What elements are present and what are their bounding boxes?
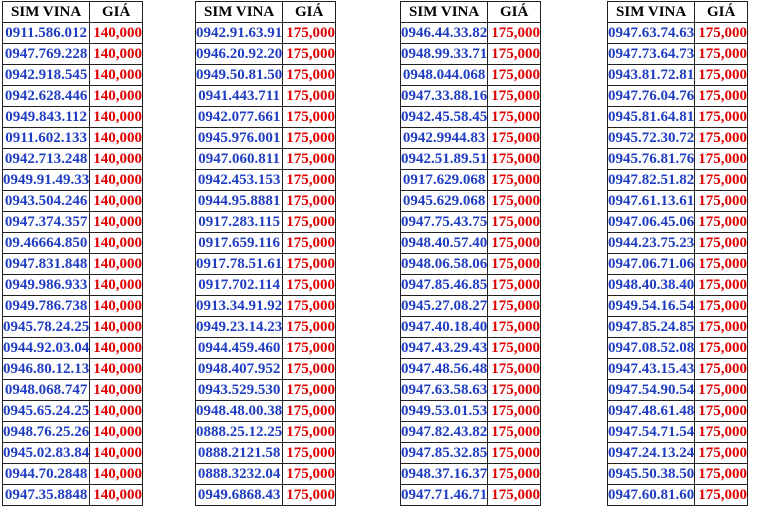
sim-price: 175,000 (695, 212, 748, 233)
sim-number: 0911.586.012 (3, 23, 90, 44)
table-row (3, 359, 143, 380)
sim-number: 0947.85.24.85 (608, 317, 695, 338)
table-row (196, 233, 336, 254)
table-row (401, 317, 541, 338)
table-row (401, 296, 541, 317)
sim-number: 0949.6868.43 (196, 485, 283, 506)
sim-price: 175,000 (283, 65, 336, 86)
sim-price: 140,000 (90, 212, 143, 233)
sim-number: 0945.02.83.84 (3, 443, 90, 464)
sim-number: 0947.85.46.85 (401, 275, 488, 296)
sim-number: 0947.43.29.43 (401, 338, 488, 359)
sim-price: 175,000 (695, 254, 748, 275)
table-row (3, 338, 143, 359)
sim-number: 0942.51.89.51 (401, 149, 488, 170)
table-row (401, 275, 541, 296)
header-price: GIÁ (488, 2, 541, 23)
sim-price: 175,000 (283, 380, 336, 401)
sim-price: 175,000 (488, 212, 541, 233)
sim-number: 0947.75.43.75 (401, 212, 488, 233)
sim-price: 175,000 (695, 401, 748, 422)
sim-price: 140,000 (90, 422, 143, 443)
header-price: GIÁ (695, 2, 748, 23)
sim-number: 0888.25.12.25 (196, 422, 283, 443)
table-row (196, 149, 336, 170)
table-row (608, 338, 748, 359)
sim-number: 0942.918.545 (3, 65, 90, 86)
table-row (608, 254, 748, 275)
sim-price: 175,000 (695, 65, 748, 86)
table-row (196, 44, 336, 65)
sim-number: 0888.2121.58 (196, 443, 283, 464)
sim-price: 175,000 (283, 23, 336, 44)
table-row (401, 422, 541, 443)
sim-price: 175,000 (283, 86, 336, 107)
sim-price: 175,000 (283, 401, 336, 422)
sim-number: 0946.44.33.82 (401, 23, 488, 44)
table-row (196, 170, 336, 191)
table-row (196, 191, 336, 212)
table-row (401, 401, 541, 422)
table-row (401, 338, 541, 359)
sim-number: 0947.40.18.40 (401, 317, 488, 338)
sim-number: 0947.35.8848 (3, 485, 90, 506)
table-row (401, 359, 541, 380)
sim-number: 0947.43.15.43 (608, 359, 695, 380)
table-row (3, 464, 143, 485)
sim-number: 0943.529.530 (196, 380, 283, 401)
sim-price: 175,000 (488, 338, 541, 359)
sim-number: 0947.82.43.82 (401, 422, 488, 443)
table-row (3, 170, 143, 191)
sim-number: 0944.92.03.04 (3, 338, 90, 359)
sim-number: 0944.95.8881 (196, 191, 283, 212)
table-row (608, 359, 748, 380)
sim-number: 0948.40.57.40 (401, 233, 488, 254)
table-row (608, 170, 748, 191)
sim-price: 175,000 (488, 128, 541, 149)
sim-price: 175,000 (695, 275, 748, 296)
table-row (3, 254, 143, 275)
sim-price: 175,000 (283, 128, 336, 149)
sim-price: 175,000 (488, 44, 541, 65)
table-row (196, 212, 336, 233)
table-row (608, 86, 748, 107)
table-row (3, 65, 143, 86)
table-row (3, 107, 143, 128)
sim-number: 0942.91.63.91 (196, 23, 283, 44)
sim-price: 175,000 (488, 359, 541, 380)
sim-number: 0947.73.64.73 (608, 44, 695, 65)
table-row (3, 191, 143, 212)
table-row (3, 233, 143, 254)
table-row (401, 191, 541, 212)
table-row (401, 233, 541, 254)
header-price: GIÁ (90, 2, 143, 23)
sim-price: 140,000 (90, 464, 143, 485)
table-row (608, 296, 748, 317)
table-row (196, 86, 336, 107)
sim-number: 0948.044.068 (401, 65, 488, 86)
table-row (196, 23, 336, 44)
sim-price: 175,000 (695, 464, 748, 485)
table-row (3, 128, 143, 149)
sim-number: 0948.407.952 (196, 359, 283, 380)
sim-price: 175,000 (695, 443, 748, 464)
sim-number: 0948.37.16.37 (401, 464, 488, 485)
sim-number: 0947.82.51.82 (608, 170, 695, 191)
sim-table-group-4 (607, 1, 748, 506)
sim-number: 0942.077.661 (196, 107, 283, 128)
sim-price: 175,000 (695, 191, 748, 212)
table-row (196, 443, 336, 464)
sim-price: 175,000 (488, 464, 541, 485)
table-row (196, 380, 336, 401)
sim-number: 0947.374.357 (3, 212, 90, 233)
sim-number: 0945.50.38.50 (608, 464, 695, 485)
sim-price: 175,000 (695, 128, 748, 149)
sim-price: 140,000 (90, 44, 143, 65)
table-row (196, 107, 336, 128)
table-row (401, 170, 541, 191)
sim-price: 175,000 (695, 317, 748, 338)
table-row (196, 464, 336, 485)
sim-number: 0942.9944.83 (401, 128, 488, 149)
sim-number: 0948.76.25.26 (3, 422, 90, 443)
header-sim-vina: SIM VINA (196, 2, 283, 23)
sim-price: 175,000 (695, 359, 748, 380)
sim-price: 140,000 (90, 359, 143, 380)
sim-price: 175,000 (283, 296, 336, 317)
sim-number: 0942.453.153 (196, 170, 283, 191)
table-row (401, 23, 541, 44)
sim-price: 175,000 (283, 170, 336, 191)
header-price: GIÁ (283, 2, 336, 23)
sim-number: 0944.459.460 (196, 338, 283, 359)
sim-price: 175,000 (283, 149, 336, 170)
sim-number: 0944.70.2848 (3, 464, 90, 485)
sim-price: 175,000 (488, 170, 541, 191)
sim-price: 140,000 (90, 401, 143, 422)
table-row (3, 86, 143, 107)
table-row (401, 44, 541, 65)
table-row (3, 296, 143, 317)
sim-price: 175,000 (488, 86, 541, 107)
table-row (608, 65, 748, 86)
sim-number: 09.46664.850 (3, 233, 90, 254)
header-row (401, 2, 541, 23)
sim-number: 0948.99.33.71 (401, 44, 488, 65)
sim-number: 0911.602.133 (3, 128, 90, 149)
sim-price: 175,000 (283, 485, 336, 506)
sim-price: 175,000 (695, 149, 748, 170)
sim-number: 0945.78.24.25 (3, 317, 90, 338)
table-row (608, 443, 748, 464)
sim-price: 175,000 (283, 107, 336, 128)
sim-number: 0947.48.61.48 (608, 401, 695, 422)
table-row (3, 44, 143, 65)
sim-number: 0949.91.49.33 (3, 170, 90, 191)
table-row (196, 317, 336, 338)
table-row (3, 380, 143, 401)
table-row (196, 275, 336, 296)
sim-price: 175,000 (283, 359, 336, 380)
sim-price: 175,000 (695, 422, 748, 443)
table-row (196, 338, 336, 359)
sim-price: 175,000 (695, 380, 748, 401)
sim-number: 0947.08.52.08 (608, 338, 695, 359)
sim-number: 0917.78.51.61 (196, 254, 283, 275)
sim-price: 175,000 (283, 275, 336, 296)
table-row (608, 317, 748, 338)
sim-number: 0949.53.01.53 (401, 401, 488, 422)
sim-price: 175,000 (695, 485, 748, 506)
table-row (608, 149, 748, 170)
sim-number: 0948.40.38.40 (608, 275, 695, 296)
sim-price: 175,000 (488, 401, 541, 422)
sim-number: 0947.54.90.54 (608, 380, 695, 401)
table-row (608, 212, 748, 233)
sim-price: 140,000 (90, 380, 143, 401)
table-row (608, 485, 748, 506)
sim-number: 0945.76.81.76 (608, 149, 695, 170)
sim-price: 140,000 (90, 65, 143, 86)
table-row (401, 86, 541, 107)
sim-price: 175,000 (695, 338, 748, 359)
sim-number: 0949.23.14.23 (196, 317, 283, 338)
sim-number: 0947.63.74.63 (608, 23, 695, 44)
sim-price: 175,000 (695, 170, 748, 191)
table-row (608, 128, 748, 149)
sim-price: 175,000 (695, 23, 748, 44)
table-row (196, 359, 336, 380)
sim-price: 175,000 (283, 212, 336, 233)
table-row (608, 191, 748, 212)
table-row (608, 275, 748, 296)
sim-price: 175,000 (488, 233, 541, 254)
table-row (196, 296, 336, 317)
sim-number: 0947.24.13.24 (608, 443, 695, 464)
sim-price: 140,000 (90, 23, 143, 44)
sim-price: 140,000 (90, 338, 143, 359)
header-row (608, 2, 748, 23)
table-row (401, 65, 541, 86)
table-row (401, 443, 541, 464)
sim-price: 140,000 (90, 191, 143, 212)
table-row (401, 380, 541, 401)
sim-price: 175,000 (488, 65, 541, 86)
sim-price: 175,000 (283, 464, 336, 485)
table-row (608, 380, 748, 401)
sim-number: 0944.23.75.23 (608, 233, 695, 254)
sim-number: 0945.72.30.72 (608, 128, 695, 149)
table-row (401, 149, 541, 170)
sim-price: 175,000 (488, 275, 541, 296)
sim-number: 0949.786.738 (3, 296, 90, 317)
sim-number: 0947.60.81.60 (608, 485, 695, 506)
sim-number: 0917.629.068 (401, 170, 488, 191)
sim-number: 0947.33.88.16 (401, 86, 488, 107)
sim-price: 175,000 (283, 338, 336, 359)
table-row (608, 44, 748, 65)
sim-price: 175,000 (283, 191, 336, 212)
table-row (401, 485, 541, 506)
sim-price: 175,000 (488, 254, 541, 275)
table-row (196, 422, 336, 443)
table-row (196, 401, 336, 422)
table-row (3, 275, 143, 296)
table-row (3, 212, 143, 233)
sim-price: 175,000 (283, 233, 336, 254)
sim-number: 0947.71.46.71 (401, 485, 488, 506)
sim-number: 0945.629.068 (401, 191, 488, 212)
sim-number: 0943.504.246 (3, 191, 90, 212)
sim-number: 0917.283.115 (196, 212, 283, 233)
table-row (608, 233, 748, 254)
sim-number: 0947.61.13.61 (608, 191, 695, 212)
sim-price: 175,000 (488, 443, 541, 464)
sim-number: 0945.976.001 (196, 128, 283, 149)
sim-table-group-1 (2, 1, 143, 506)
sim-price: 175,000 (695, 107, 748, 128)
sim-price: 140,000 (90, 86, 143, 107)
sim-price: 140,000 (90, 107, 143, 128)
sim-number: 0947.831.848 (3, 254, 90, 275)
sim-number: 0943.81.72.81 (608, 65, 695, 86)
table-row (196, 65, 336, 86)
sim-price: 140,000 (90, 296, 143, 317)
table-row (3, 149, 143, 170)
sim-number: 0945.65.24.25 (3, 401, 90, 422)
sim-number: 0947.85.32.85 (401, 443, 488, 464)
table-row (3, 485, 143, 506)
sim-number: 0949.54.16.54 (608, 296, 695, 317)
header-sim-vina: SIM VINA (401, 2, 488, 23)
table-row (196, 128, 336, 149)
sim-price: 175,000 (695, 233, 748, 254)
sim-price: 175,000 (283, 443, 336, 464)
header-sim-vina: SIM VINA (3, 2, 90, 23)
sim-number: 0947.06.45.06 (608, 212, 695, 233)
table-row (608, 422, 748, 443)
sim-price: 175,000 (488, 380, 541, 401)
sim-price: 140,000 (90, 233, 143, 254)
sim-number: 0948.48.00.38 (196, 401, 283, 422)
sim-number: 0942.45.58.45 (401, 107, 488, 128)
sim-price: 175,000 (283, 44, 336, 65)
sim-price: 175,000 (488, 485, 541, 506)
sim-number: 0947.63.58.63 (401, 380, 488, 401)
header-row (3, 2, 143, 23)
sim-price: 175,000 (488, 422, 541, 443)
sim-price: 175,000 (695, 86, 748, 107)
sim-price: 140,000 (90, 149, 143, 170)
sim-number: 0947.76.04.76 (608, 86, 695, 107)
sim-price: 175,000 (283, 317, 336, 338)
sim-number: 0949.843.112 (3, 107, 90, 128)
sim-price: 140,000 (90, 317, 143, 338)
sim-price: 175,000 (695, 44, 748, 65)
sim-price: 175,000 (695, 296, 748, 317)
table-row (401, 464, 541, 485)
sim-price: 175,000 (488, 23, 541, 44)
sim-number: 0946.20.92.20 (196, 44, 283, 65)
sim-number: 0948.068.747 (3, 380, 90, 401)
sim-number: 0949.986.933 (3, 275, 90, 296)
sim-number: 0888.3232.04 (196, 464, 283, 485)
sim-price: 140,000 (90, 170, 143, 191)
header-sim-vina: SIM VINA (608, 2, 695, 23)
sim-number: 0917.659.116 (196, 233, 283, 254)
table-row (608, 23, 748, 44)
sim-number: 0913.34.91.92 (196, 296, 283, 317)
sim-number: 0947.48.56.48 (401, 359, 488, 380)
table-row (401, 254, 541, 275)
table-row (3, 443, 143, 464)
sim-number: 0917.702.114 (196, 275, 283, 296)
sim-number: 0941.443.711 (196, 86, 283, 107)
table-row (608, 107, 748, 128)
sim-price: 175,000 (283, 422, 336, 443)
sim-number: 0948.06.58.06 (401, 254, 488, 275)
sim-price: 175,000 (488, 191, 541, 212)
sim-price: 175,000 (488, 317, 541, 338)
table-row (3, 317, 143, 338)
sim-number: 0946.80.12.13 (3, 359, 90, 380)
sim-table-group-3 (400, 1, 541, 506)
table-row (401, 212, 541, 233)
sim-number: 0947.54.71.54 (608, 422, 695, 443)
sim-price: 175,000 (488, 107, 541, 128)
table-row (196, 254, 336, 275)
table-row (401, 107, 541, 128)
table-row (3, 422, 143, 443)
sim-price: 175,000 (283, 254, 336, 275)
sim-number: 0942.713.248 (3, 149, 90, 170)
table-row (3, 401, 143, 422)
sim-number: 0942.628.446 (3, 86, 90, 107)
sim-price: 140,000 (90, 275, 143, 296)
sim-number: 0949.50.81.50 (196, 65, 283, 86)
table-row (608, 401, 748, 422)
table-row (401, 128, 541, 149)
sim-price: 140,000 (90, 485, 143, 506)
sim-number: 0945.27.08.27 (401, 296, 488, 317)
sim-price: 175,000 (488, 149, 541, 170)
table-row (3, 23, 143, 44)
sim-price: 175,000 (488, 296, 541, 317)
header-row (196, 2, 336, 23)
sim-table-group-2 (195, 1, 336, 506)
sim-number: 0947.769.228 (3, 44, 90, 65)
sim-number: 0947.06.71.06 (608, 254, 695, 275)
sim-price: 140,000 (90, 128, 143, 149)
sim-price: 140,000 (90, 254, 143, 275)
table-row (608, 464, 748, 485)
sim-number: 0945.81.64.81 (608, 107, 695, 128)
sim-number: 0947.060.811 (196, 149, 283, 170)
sim-price: 140,000 (90, 443, 143, 464)
table-row (196, 485, 336, 506)
